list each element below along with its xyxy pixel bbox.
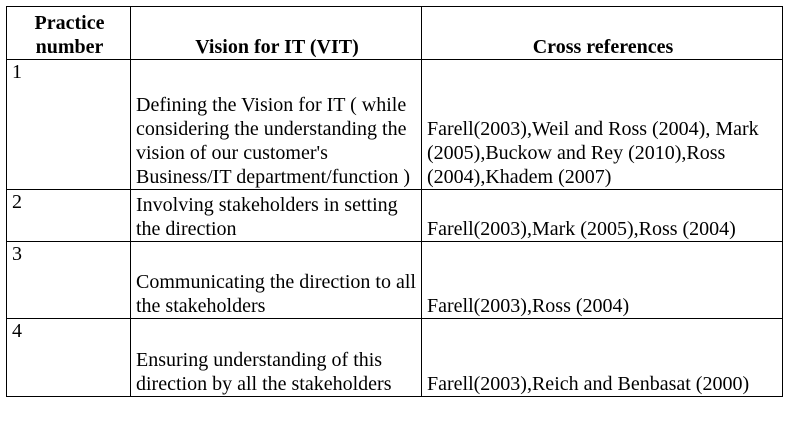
vision-text: Ensuring understanding of this direction by all the stakeholders bbox=[136, 349, 392, 395]
header-vision-for-it: Vision for IT (VIT) bbox=[131, 7, 422, 60]
practice-table bbox=[6, 6, 783, 397]
table-row bbox=[7, 242, 783, 319]
references-cell bbox=[422, 319, 783, 397]
vision-text: Involving stakeholders in setting the direction bbox=[136, 194, 398, 240]
references-text: Farell(2003),Mark (2005),Ross (2004) bbox=[427, 218, 736, 240]
references-cell bbox=[422, 190, 783, 242]
vision-cell bbox=[131, 60, 422, 190]
header-cross-references: Cross references bbox=[422, 7, 783, 60]
vision-cell bbox=[131, 190, 422, 242]
table-row bbox=[7, 60, 783, 190]
vision-text: Communicating the direction to all the stakeholders bbox=[136, 271, 416, 317]
practice-number-cell: 1 bbox=[7, 60, 131, 190]
references-text: Farell(2003),Weil and Ross (2004), Mark (2005),Buckow and Rey (2010),Ross (2004),Khadem (2007) bbox=[427, 118, 759, 188]
references-cell bbox=[422, 60, 783, 190]
header-practice-number: Practice number bbox=[7, 7, 131, 60]
table-row bbox=[7, 319, 783, 397]
vision-cell bbox=[131, 319, 422, 397]
table-row bbox=[7, 190, 783, 242]
vision-text: Defining the Vision for IT ( while considering the understanding the vision of our customer's Business/IT department/function ) bbox=[136, 94, 411, 188]
references-text: Farell(2003),Reich and Benbasat (2000) bbox=[427, 373, 750, 395]
practice-number-cell: 3 bbox=[7, 242, 131, 319]
vision-cell bbox=[131, 242, 422, 319]
practice-number-cell: 4 bbox=[7, 319, 131, 397]
references-text: Farell(2003),Ross (2004) bbox=[427, 295, 630, 317]
table-header-row bbox=[7, 7, 783, 60]
references-cell bbox=[422, 242, 783, 319]
practice-number-cell: 2 bbox=[7, 190, 131, 242]
